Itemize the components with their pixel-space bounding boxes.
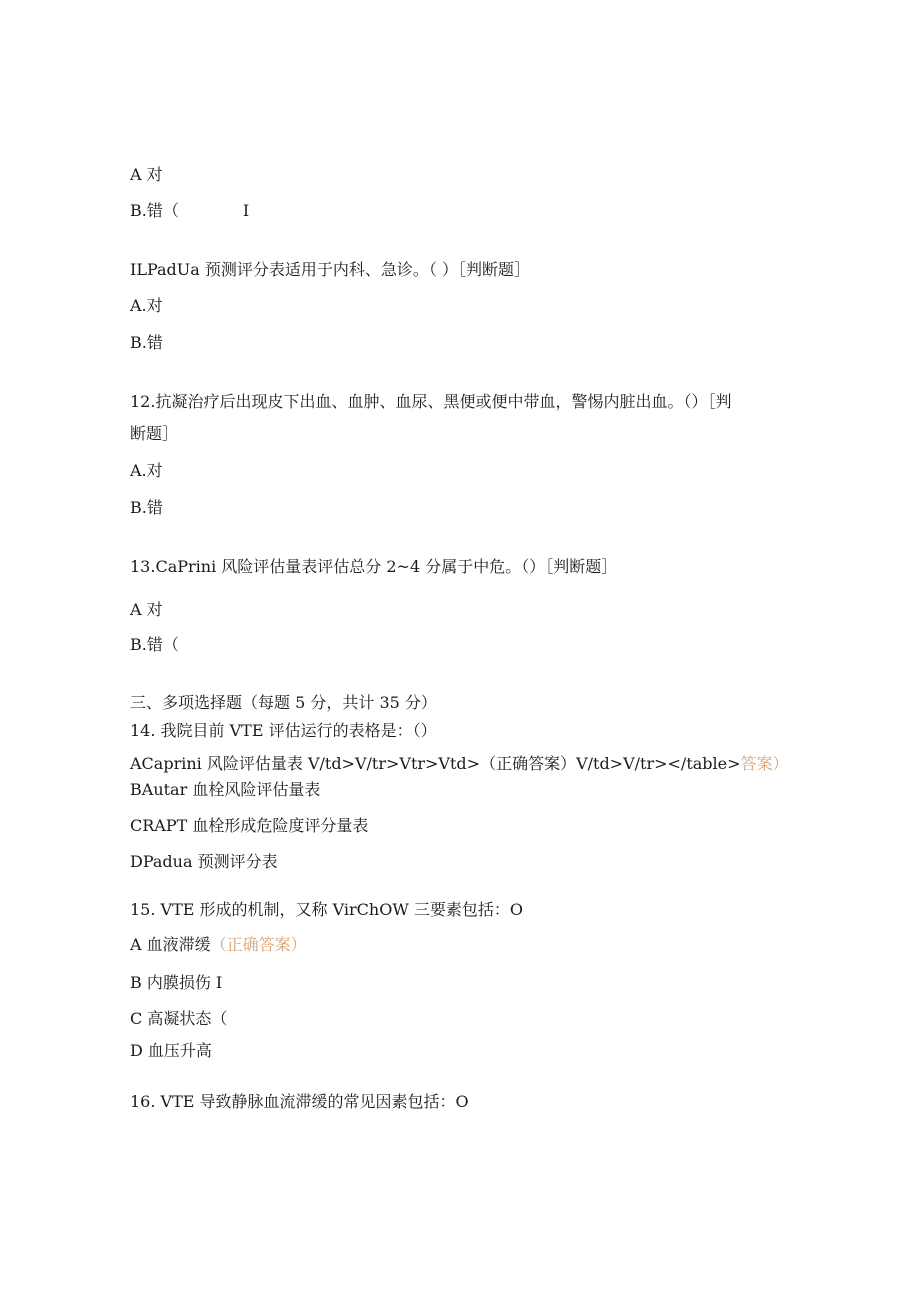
q15-option-a-text: A 血液滞缓 bbox=[130, 935, 211, 954]
q10-option-b-text: B.错（ bbox=[130, 201, 179, 220]
q10-option-b-mark: I bbox=[242, 201, 250, 220]
section3-heading: 三、多项选择题（每题 5 分，共计 35 分） bbox=[130, 693, 437, 712]
q15-option-d: D 血压升高 bbox=[130, 1041, 212, 1060]
q14-option-a-text: ACaprini 风险评估量表 V/td>V/tr>Vtr>Vtd>（正确答案）V/td>V/tr></table> bbox=[130, 754, 741, 773]
q16-question: 16. VTE 导致静脉血流滞缓的常见因素包括：O bbox=[130, 1092, 469, 1111]
q11-option-b: B.错 bbox=[130, 333, 163, 352]
q14-option-d: DPadua 预测评分表 bbox=[130, 852, 278, 871]
q15-question: 15. VTE 形成的机制，又称 VirChOW 三要素包括：O bbox=[130, 900, 523, 919]
q14-option-c: CRAPT 血栓形成危险度评分量表 bbox=[130, 816, 369, 835]
q12-option-b: B.错 bbox=[130, 498, 163, 517]
q14-option-a bbox=[130, 753, 789, 775]
q15-option-b: B 内膜损伤 I bbox=[130, 973, 223, 992]
q14-question: 14. 我院目前 VTE 评估运行的表格是：（） bbox=[130, 721, 437, 740]
q11-option-a: A.对 bbox=[130, 296, 163, 315]
q14-option-a-highlight: 答案） bbox=[740, 754, 789, 773]
q12-question-line2: 断题］ bbox=[130, 424, 179, 443]
q15-option-a-highlight: （正确答案） bbox=[210, 935, 307, 954]
q15-option-c: C 高凝状态（ bbox=[130, 1009, 228, 1028]
q13-question: 13.CaPrini 风险评估量表评估总分 2~4 分属于中危。（）［判断题］ bbox=[130, 557, 618, 576]
q13-option-a: A 对 bbox=[130, 600, 163, 619]
q12-option-a: A.对 bbox=[130, 461, 163, 480]
q11-question: ILPadUa 预测评分表适用于内科、急诊。（ ）［判断题］ bbox=[130, 260, 530, 279]
q10-option-a: A 对 bbox=[130, 165, 163, 184]
q13-option-b: B.错（ bbox=[130, 635, 179, 654]
q15-option-a bbox=[130, 934, 307, 956]
q14-option-b: BAutar 血栓风险评估量表 bbox=[130, 780, 321, 799]
q12-question-line1: 12.抗凝治疗后出现皮下出血、血肿、血尿、黑便或便中带血，警惕内脏出血。（）［判 bbox=[130, 392, 732, 411]
q10-option-b bbox=[130, 200, 249, 222]
